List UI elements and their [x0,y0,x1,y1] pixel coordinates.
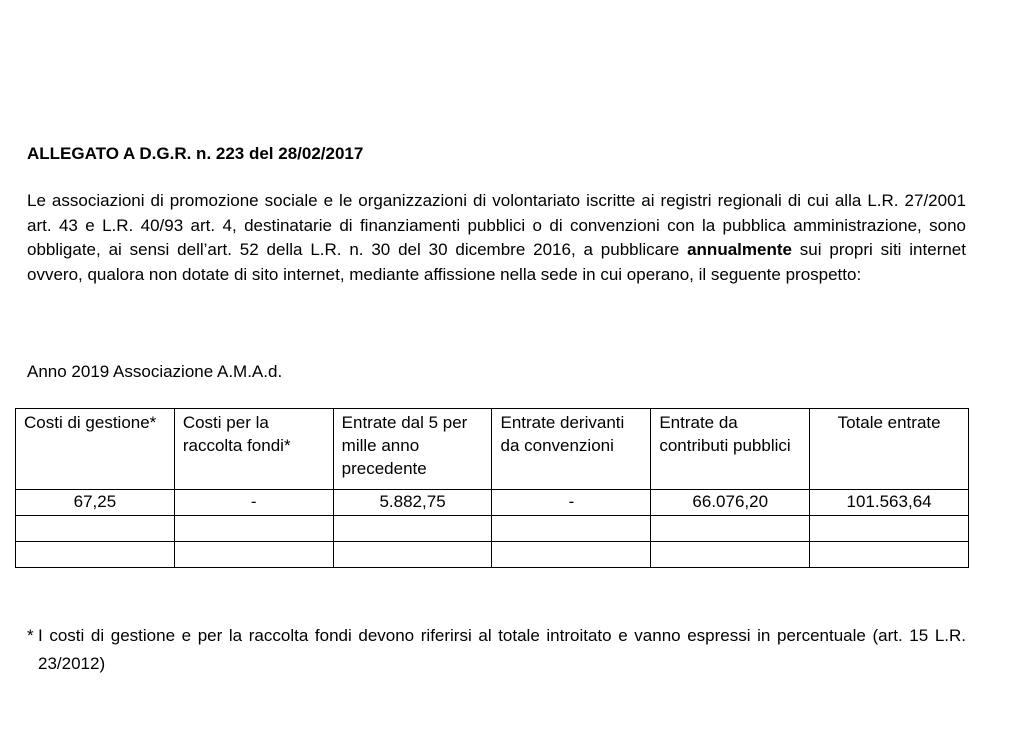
table-cell: 67,25 [16,490,175,516]
table-cell: - [174,490,333,516]
financial-table [15,408,969,568]
table-cell: 66.076,20 [651,490,810,516]
table-row [16,490,969,516]
header-entrate-convenzioni: Entrate derivanti da convenzioni [492,409,651,490]
paragraph-bold-word: annualmente [687,240,792,260]
table-cell [333,542,492,568]
footnote-text: I costi di gestione e per la raccolta fondi devono riferirsi al totale introitato e vanno espressi in percentuale (art. 15 L.R. 23/2012) [38,626,966,673]
table-cell [651,542,810,568]
intro-paragraph [27,189,966,287]
header-costi-gestione: Costi di gestione* [16,409,175,490]
table-cell [492,542,651,568]
paragraph-text-start: Le associazioni di promozione sociale e le organizzazioni di volontariato iscritte ai registri regionali di cui alla L.R. 27/2001 art. 43 e L.R. 40/93 art. 4, destinatarie di finanziamenti pubblici o di convenzioni con la pubblica amministrazione, sono obbligate, ai sensi dell’art. 52 della L.R. n. 30 del 30 dicembre 2016, a pubblicare [27,191,966,260]
footnote [27,622,966,678]
header-totale-entrate: Totale entrate [810,409,969,490]
table-cell: 101.563,64 [810,490,969,516]
table-cell [492,516,651,542]
table-cell: - [492,490,651,516]
table-cell [651,516,810,542]
table-cell [810,542,969,568]
table-cell [333,516,492,542]
table-cell [174,516,333,542]
footnote-asterisk: * [27,626,34,645]
header-entrate-5-per-mille: Entrate dal 5 per mille anno precedente [333,409,492,490]
table-cell: 5.882,75 [333,490,492,516]
table-cell [16,516,175,542]
table-cell [16,542,175,568]
header-entrate-contributi-pubblici: Entrate da contributi pubblici [651,409,810,490]
table-cell [810,516,969,542]
table-header-row [16,409,969,490]
header-costi-raccolta-fondi: Costi per la raccolta fondi* [174,409,333,490]
table-row [16,542,969,568]
paragraph-text-end: sui propri siti internet ovvero, qualora non dotate di sito internet, mediante affissione nella sede in cui operano, il seguente prospetto: [27,240,966,284]
table-row [16,516,969,542]
table-cell [174,542,333,568]
document-title: ALLEGATO A D.G.R. n. 223 del 28/02/2017 [27,144,364,163]
year-association-line: Anno 2019 Associazione A.M.A.d. [27,362,283,381]
